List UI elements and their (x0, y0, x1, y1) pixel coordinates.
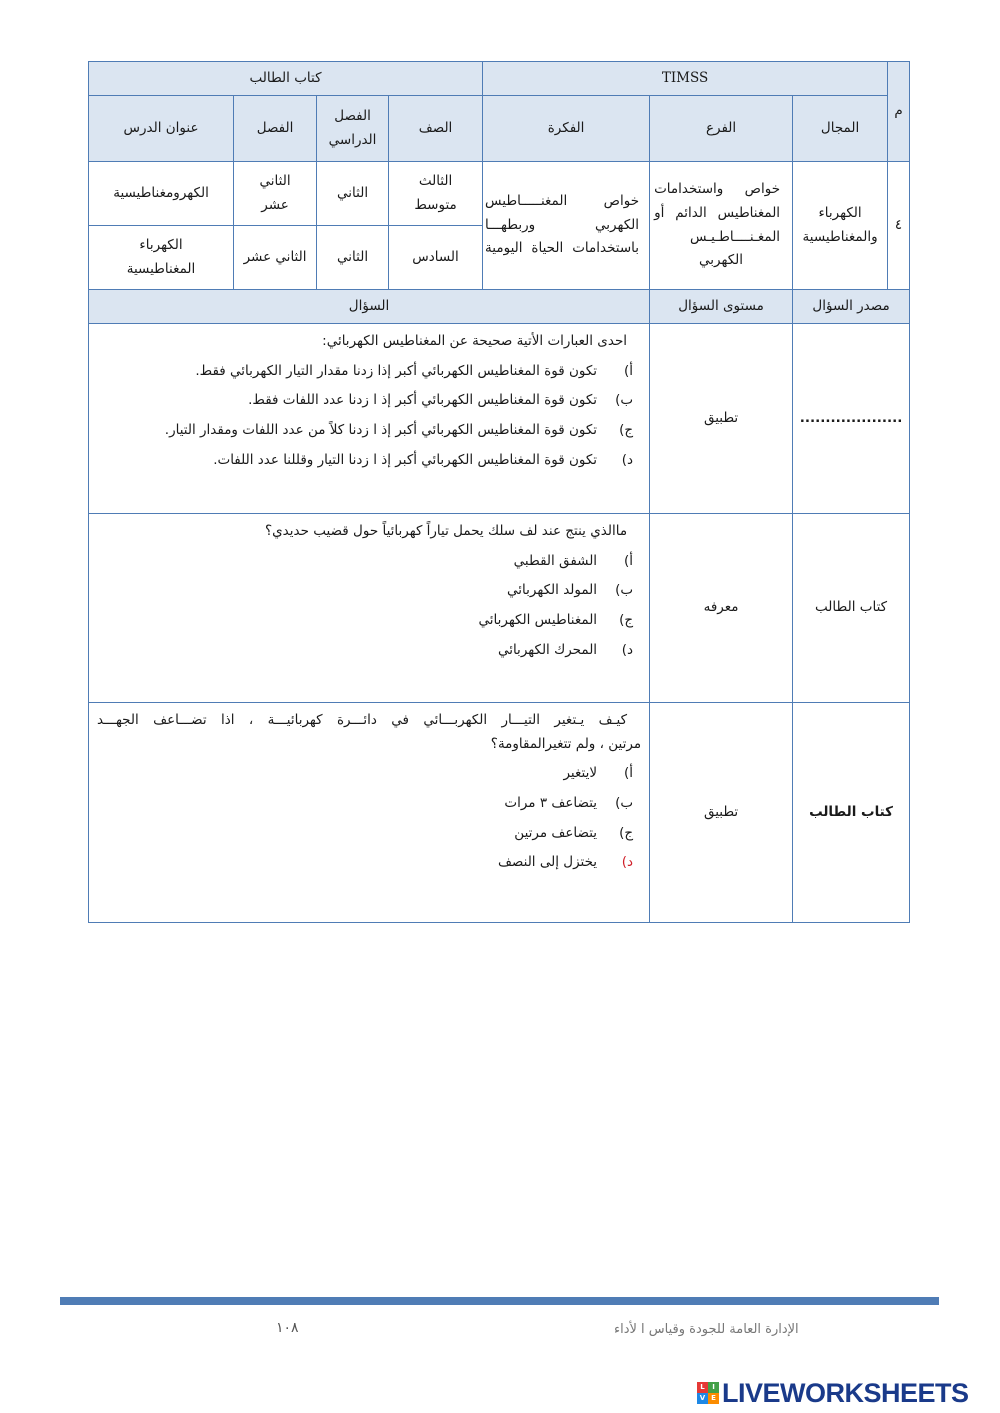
option-letter: أ) (624, 552, 634, 569)
grade-header: الصف (389, 96, 483, 162)
q1-stem: احدى العبارات الأتية صحيحة عن المغناطيس الكهربائي: (322, 333, 628, 349)
q2-option-d[interactable] (97, 639, 641, 663)
term-1: الثاني (317, 162, 389, 226)
lesson-title-header: عنوان الدرس (89, 96, 234, 162)
idea-header: الفكرة (483, 96, 650, 162)
option-letter: ب) (615, 582, 634, 599)
q1-option-d[interactable] (97, 449, 641, 473)
domain-header: المجال (793, 96, 888, 162)
question-row-3 (89, 703, 910, 923)
branch-line-3: المغـنــــاطـيـس (689, 228, 781, 245)
curriculum-table (88, 61, 910, 923)
brand-text: LIVEWORKSHEETS (722, 1377, 969, 1408)
idea-line-1: خواص المغنـــــاطيس (485, 193, 640, 210)
question-header: السؤال (89, 290, 650, 324)
option-letter: ج) (619, 611, 634, 628)
option-letter-answer: د) (621, 854, 634, 871)
question-row-1 (89, 324, 910, 514)
q1-source: .................... (793, 324, 910, 514)
q1-option-c[interactable] (97, 419, 641, 443)
q3-option-d[interactable] (97, 851, 641, 875)
student-book-header: كتاب الطالب (89, 62, 483, 96)
footer-divider (60, 1297, 939, 1305)
row-4-a (89, 162, 910, 226)
grade-1 (389, 162, 483, 226)
idea-line-2: الكهربي وربطهـــا (485, 216, 640, 233)
q3-option-b[interactable] (97, 792, 641, 816)
q2-option-c[interactable] (97, 609, 641, 633)
row-branch (650, 162, 793, 290)
branch-header: الفرع (650, 96, 793, 162)
option-letter: ب) (615, 794, 634, 811)
header-row-2 (89, 96, 910, 162)
option-letter: د) (621, 451, 634, 468)
option-text: المحرك الكهربائي (497, 641, 598, 658)
branch-line-1: خواص واستخدامات (654, 181, 781, 198)
logo-letter: L (697, 1382, 708, 1393)
option-letter: د) (621, 641, 634, 658)
option-text: لايتغير (563, 765, 598, 782)
q2-stem: ماالذي ينتج عند لف سلك يحمل تياراً كهربائياً حول قضيب حديدي؟ (264, 523, 628, 539)
option-text: الشفق القطبي (513, 552, 598, 569)
logo-letter: E (708, 1393, 719, 1404)
header-row-1 (89, 62, 910, 96)
lesson-2-line-2: المغناطيسية (126, 260, 196, 277)
question-row-2 (89, 514, 910, 703)
option-letter: ب) (615, 392, 634, 409)
liveworksheets-logo-icon (697, 1382, 719, 1404)
q2-body (89, 514, 650, 703)
chapter-1 (234, 162, 317, 226)
branch-line-4: الكهربي (699, 252, 744, 269)
term-header: الفصل الدراسي (317, 96, 389, 162)
timss-header: TIMSS (483, 62, 888, 96)
q3-stem-line-2: مرتين ، ولم تتغيرالمقاومة؟ (490, 735, 642, 752)
q2-level: معرفه (650, 514, 793, 703)
chapter-header: الفصل (234, 96, 317, 162)
q1-level: تطبيق (650, 324, 793, 514)
grade-2: السادس (389, 226, 483, 290)
option-text: المغناطيس الكهربائي (478, 611, 598, 628)
grade-1-line-2: متوسط (414, 196, 457, 213)
chapter-2: الثاني عشر (234, 226, 317, 290)
option-letter: ج) (619, 421, 634, 438)
q3-level: تطبيق (650, 703, 793, 923)
option-letter: ج) (619, 824, 634, 841)
q1-option-b[interactable] (97, 389, 641, 413)
level-header: مستوى السؤال (650, 290, 793, 324)
col-m-header: م (888, 62, 910, 162)
option-text: تكون قوة المغناطيس الكهربائي أكبر إذ ا زدنا التيار وقللنا عدد اللفات. (213, 451, 598, 468)
option-letter: أ) (624, 362, 634, 379)
option-text: تكون قوة المغناطيس الكهربائي أكبر إذا زدنا مقدار التيار الكهربائي فقط. (195, 362, 598, 379)
q3-source: كتاب الطالب (793, 703, 910, 923)
term-2: الثاني (317, 226, 389, 290)
q1-body (89, 324, 650, 514)
q2-source: كتاب الطالب (793, 514, 910, 703)
q3-stem-line-1: كيـف يـتغير التيـــار الكهربـــائي في دائـــرة كهربائيـــة ، اذا تضـــاعف الجهـــد (97, 712, 628, 728)
option-text: المولد الكهربائي (507, 582, 598, 599)
lesson-2-line-1: الكهرباء (139, 236, 183, 253)
lesson-2 (89, 226, 234, 290)
q1-option-a[interactable] (97, 360, 641, 384)
idea-line-3: باستخدامات الحياة اليومية (485, 240, 640, 257)
chapter-1-line-1: الثاني (259, 172, 291, 189)
option-text: يتضاعف ٣ مرات (504, 794, 598, 811)
option-text: يختزل إلى النصف (497, 854, 598, 871)
option-text: تكون قوة المغناطيس الكهربائي أكبر إذ ا زدنا كلاً من عدد اللفات ومقدار التيار. (164, 421, 598, 438)
row-domain: الكهرباء والمغناطيسية (793, 162, 888, 290)
q2-option-b[interactable] (97, 579, 641, 603)
option-text: تكون قوة المغناطيس الكهربائي أكبر إذ ا زدنا عدد اللفات فقط. (248, 392, 598, 409)
q2-option-a[interactable] (97, 550, 641, 574)
q3-body (89, 703, 650, 923)
q3-option-a[interactable] (97, 762, 641, 786)
row-idea (483, 162, 650, 290)
liveworksheets-brand[interactable] (697, 1377, 969, 1408)
chapter-1-line-2: عشر (261, 196, 289, 213)
logo-letter: I (708, 1382, 719, 1393)
question-header-row (89, 290, 910, 324)
grade-1-line-1: الثالث (418, 172, 453, 189)
footer-org: الإدارة العامة للجودة وقياس ا لأداء (614, 1322, 799, 1337)
option-letter: أ) (624, 765, 634, 782)
row-number: ٤ (888, 162, 910, 290)
lesson-1: الكهرومغناطيسية (89, 162, 234, 226)
page-number: ١٠٨ (276, 1320, 299, 1336)
branch-line-2: المغناطيس الدائم أو (654, 204, 781, 221)
q3-option-c[interactable] (97, 822, 641, 846)
option-text: يتضاعف مرتين (514, 824, 598, 841)
logo-letter: V (697, 1393, 708, 1404)
source-header: مصدر السؤال (793, 290, 910, 324)
